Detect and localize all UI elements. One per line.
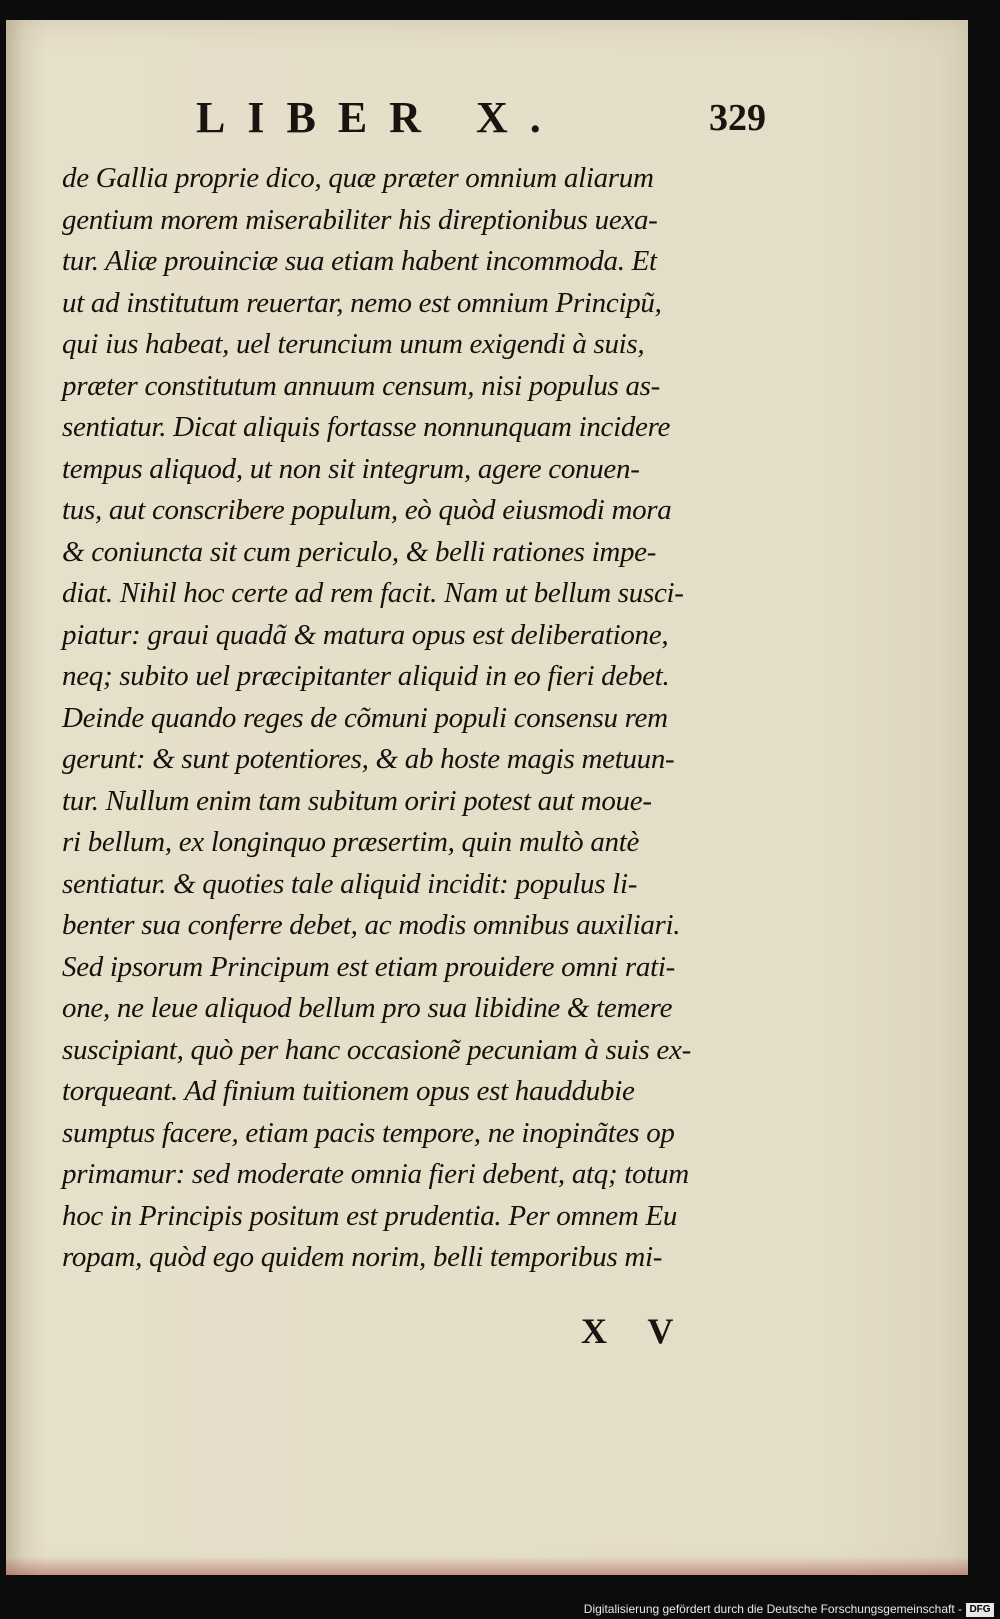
text-line: diat. Nihil hoc certe ad rem facit. Nam ut bellum susci- [62, 577, 684, 609]
text-line: sentiatur. & quoties tale aliquid incidit: populus li- [62, 867, 638, 900]
text-line: de Gallia proprie dico, quæ præter omnium aliarum [62, 162, 654, 194]
text-line: tur. Nullum enim tam subitum oriri potest aut moue- [62, 784, 652, 817]
text-line: & coniuncta sit cum periculo, & belli rationes impe- [62, 535, 657, 568]
text-line: præter constitutum annuum censum, nisi populus as- [62, 369, 661, 402]
dfg-logo: DFG [966, 1603, 994, 1617]
text-line: one, ne leue aliquod bellum pro sua libidine & temere [62, 992, 673, 1024]
page-header [196, 86, 766, 146]
text-line: primamur: sed moderate omnia fieri debent, atq; totum [62, 1158, 689, 1190]
text-line: tus, aut conscribere populum, eò quòd eiusmodi mora [62, 494, 672, 526]
text-line: piatur: graui quadã & matura opus est deliberatione, [62, 618, 669, 651]
text-line: gerunt: & sunt potentiores, & ab hoste magis metuun- [62, 743, 675, 775]
text-line: benter sua conferre debet, ac modis omnibus auxiliari. [62, 909, 681, 941]
text-line: gentium morem miserabiliter his direptionibus uexa- [62, 203, 658, 236]
digitization-credit: Digitalisierung gefördert durch die Deutsche Forschungsgemeinschaft - [583, 1602, 962, 1616]
text-line: ri bellum, ex longinquo præsertim, quin multò antè [62, 826, 640, 858]
text-line: hoc in Principis positum est prudentia. Per omnem Eu [62, 1199, 678, 1232]
text-line: ropam, quòd ego quidem norim, belli temporibus mi- [62, 1241, 663, 1273]
text-body [62, 158, 752, 1279]
signature-mark: X V [581, 1311, 690, 1351]
text-line: Sed ipsorum Principum est etiam prouidere omni rati- [62, 950, 675, 983]
text-line: torqueant. Ad finium tuitionem opus est hauddubie [62, 1075, 635, 1107]
page-number: 329 [709, 97, 766, 139]
text-line: Deinde quando reges de cõmuni populi consensu rem [62, 701, 668, 734]
text-line: suscipiant, quò per hanc occasionẽ pecuniam à suis ex- [62, 1033, 691, 1066]
text-line: ut ad institutum reuertar, nemo est omnium Principũ, [62, 286, 662, 319]
book-page [6, 20, 968, 1575]
text-line: tur. Aliæ prouinciæ sua etiam habent incommoda. Et [62, 245, 657, 277]
text-line: sentiatur. Dicat aliquis fortasse nonnunquam incidere [62, 411, 671, 443]
text-line: sumptus facere, etiam pacis tempore, ne inopinãtes op [62, 1116, 675, 1149]
text-line: qui ius habeat, uel teruncium unum exigendi à suis, [62, 328, 645, 360]
text-line: tempus aliquod, ut non sit integrum, agere conuen- [62, 452, 640, 485]
text-line: neq; subito uel præcipitanter aliquid in eo fieri debet. [62, 660, 670, 692]
running-title: LIBER X. [196, 93, 563, 142]
